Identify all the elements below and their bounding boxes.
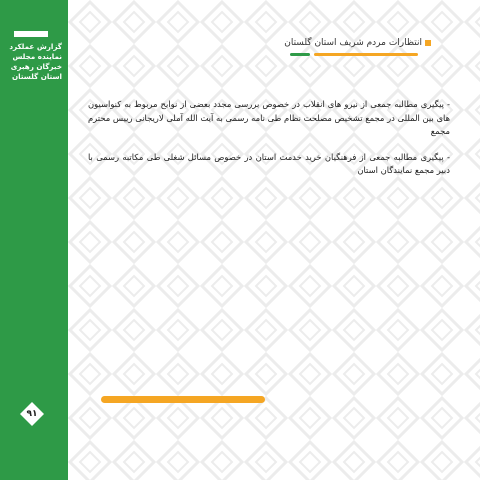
report-title-line: خبرگان رهبری (10, 62, 62, 71)
title-underline-green (290, 53, 310, 56)
header-square-icon (425, 40, 431, 46)
body-text (88, 98, 450, 190)
background-pattern (68, 0, 480, 480)
paragraph: - پیگیری مطالبه جمعی از نیرو های انقلاب در خصوص بررسی مجدد بعضی از نوایح مربوط به کنواسیون های بین المللی در مجمع تشخیص مصلحت نظام طی نامه رسمی به آیت الله آملی لاریجانی رییس محترم مجمع (88, 99, 450, 137)
report-title-line: استان گلستان (12, 72, 62, 81)
footer-accent-bar (101, 396, 265, 403)
title-underline-orange (314, 53, 418, 56)
page-number-badge (19, 401, 45, 427)
sidebar (0, 0, 68, 480)
paragraph: - پیگیری مطالبه جمعی از فرهنگیان خرید خدمت استان در خصوص مسائل شغلی طی مکاتبه رسمی با دبیر مجمع نمایندگان استان (88, 151, 450, 176)
page-number: ۹۱ (26, 409, 38, 419)
section-title: انتظارات مردم شریف استان گلستان (284, 38, 422, 48)
report-title-line: نماینده مجلس (12, 52, 62, 61)
report-title (4, 42, 62, 82)
sidebar-accent-bar (14, 31, 48, 37)
report-title-line: گزارش عملکرد (9, 42, 62, 51)
